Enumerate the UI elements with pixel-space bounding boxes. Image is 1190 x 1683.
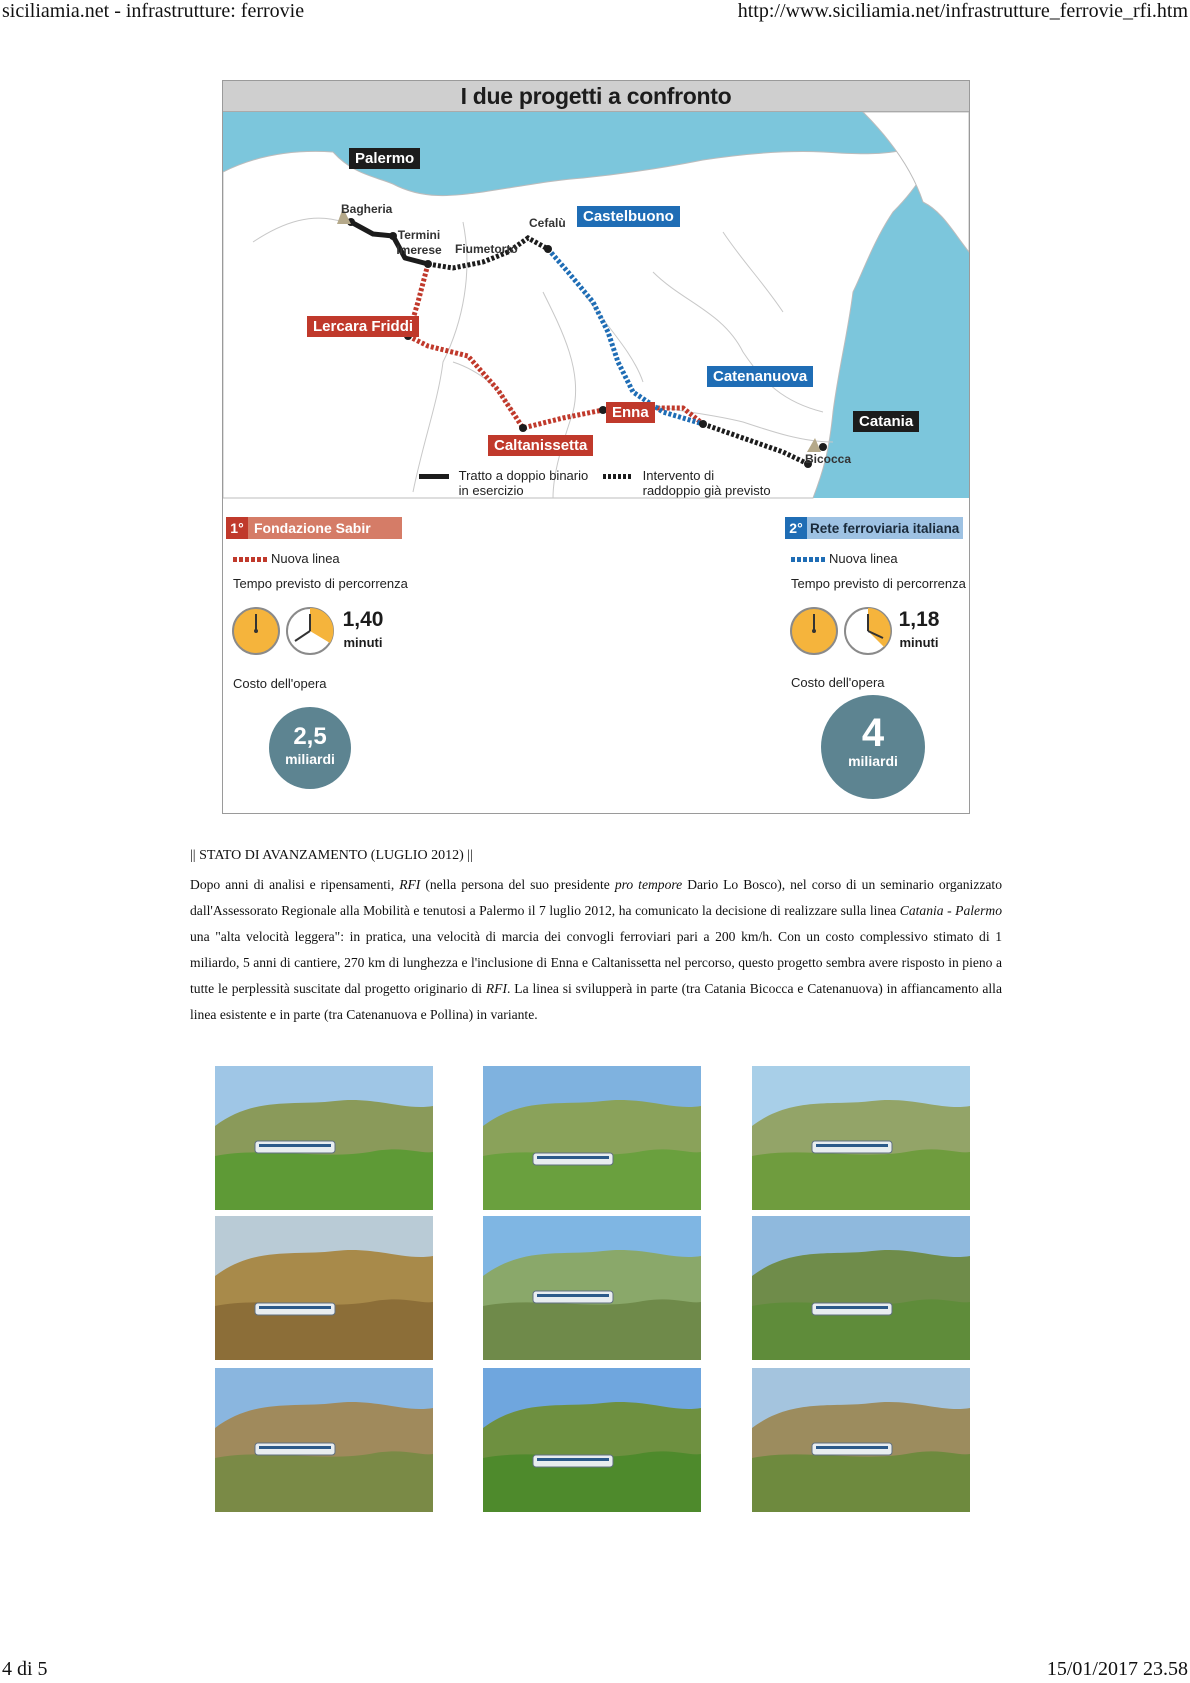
train-photo <box>752 1368 970 1512</box>
label-enna: Enna <box>606 402 655 423</box>
paragraph-italic: Catania - Palermo <box>899 903 1002 918</box>
clock-partial-icon <box>843 606 893 656</box>
project2-cost-unit: miliardi <box>848 753 898 769</box>
project1-name: Fondazione Sabir <box>254 520 371 536</box>
project1-line-legend <box>233 551 340 566</box>
project2-line-legend <box>791 551 898 566</box>
label-castelbuono: Castelbuono <box>577 206 680 227</box>
clock-icon <box>231 606 281 656</box>
article-paragraph <box>190 872 1002 1028</box>
legend-doubling <box>603 468 773 498</box>
project1-time-value: 1,40 <box>342 608 384 631</box>
section-title: || STATO DI AVANZAMENTO (LUGLIO 2012) || <box>190 848 473 863</box>
label-fiumetorto: Fiumetorto <box>455 242 518 256</box>
project1-cost-value: 2,5 <box>293 723 327 750</box>
page-footer-number: 4 di 5 <box>2 1658 48 1680</box>
project1-tag <box>226 517 402 539</box>
project2-cost-circle <box>821 695 925 799</box>
project2-cost-value: 4 <box>861 711 885 755</box>
clock-partial-icon <box>285 606 335 656</box>
train-photo <box>215 1216 433 1360</box>
legend-doubling-label: Intervento di raddoppio già previsto <box>642 468 771 498</box>
project2-tag <box>785 517 963 539</box>
infographic <box>222 80 970 814</box>
train-photo <box>215 1066 433 1210</box>
paragraph-italic: RFI <box>399 877 421 892</box>
paragraph-text: . La linea si svilupperà in parte (tra Catania Bicocca e Catenanuova) in affiancamento alla linea esistente e in parte (tra Catenanuova e Pollina) in variante. <box>190 981 1002 1022</box>
project2-line-swatch <box>791 557 825 562</box>
page-footer-timestamp: 15/01/2017 23.58 <box>1046 1658 1188 1680</box>
paragraph-text: Dopo anni di analisi e ripensamenti, <box>190 877 400 892</box>
project2-name: Rete ferroviaria italiana <box>810 521 960 536</box>
project1-line-label: Nuova linea <box>271 551 340 566</box>
label-lercara: Lercara Friddi <box>307 316 419 337</box>
train-photo <box>752 1066 970 1210</box>
paragraph-italic: pro tempore <box>614 877 683 892</box>
project1-line-swatch <box>233 557 267 562</box>
label-catania: Catania <box>853 411 919 432</box>
label-bagheria: Bagheria <box>341 202 393 216</box>
clock-icon <box>789 606 839 656</box>
page-header-url: http://www.siciliamia.net/infrastrutture_ferrovie_rfi.htm <box>737 0 1188 22</box>
project2-line-label: Nuova linea <box>829 551 898 566</box>
project2-time-label: Tempo previsto di percorrenza <box>791 576 966 591</box>
paragraph-text: (nella persona del suo presidente <box>420 877 615 892</box>
label-palermo: Palermo <box>349 148 420 169</box>
train-photo <box>483 1066 701 1210</box>
label-cefalu: Cefalù <box>529 216 566 230</box>
project1-cost-label: Costo dell'opera <box>233 676 327 691</box>
project1-time-unit: minuti <box>343 635 383 650</box>
paragraph-italic: RFI <box>485 981 508 996</box>
project1-number: 1° <box>226 517 248 539</box>
project2-time-unit: minuti <box>899 635 939 650</box>
train-photo <box>483 1368 701 1512</box>
project1-cost-unit: miliardi <box>285 751 335 767</box>
train-photo <box>483 1216 701 1360</box>
label-caltanissetta: Caltanissetta <box>488 435 593 456</box>
legend-dotted-swatch <box>603 474 633 479</box>
train-photo <box>215 1368 433 1512</box>
train-photo <box>752 1216 970 1360</box>
page-header-title: siciliamia.net - infrastrutture: ferrovie <box>2 0 305 22</box>
sicily-map <box>223 112 969 542</box>
legend-solid-swatch <box>419 474 449 479</box>
project1-time-label: Tempo previsto di percorrenza <box>233 576 408 591</box>
legend-double-track <box>419 468 589 498</box>
label-termini: Termini Imerese <box>396 228 442 257</box>
paragraph-text: una "alta velocità leggera": in pratica, una velocità di marcia dei convogli ferroviari pari a 200 km/h. Con un costo complessivo stimato di 1 miliardo, 5 anni di cantiere, 270 km di lunghezza e l'inclusione di Enna e Caltanissetta nel percorso, questo progetto sembra avere risposto in pieno a tutte le perplessità suscitate dal progetto originario di <box>190 929 1002 996</box>
project1-cost-circle <box>269 707 351 789</box>
infographic-title: I due progetti a confronto <box>460 83 732 109</box>
label-bicocca: Bicocca <box>805 452 852 466</box>
project2-cost-label: Costo dell'opera <box>791 675 885 690</box>
project2-number: 2° <box>785 517 807 539</box>
project2-time-value: 1,18 <box>898 608 940 631</box>
paragraph-text: Dario Lo Bosco), nel corso di un seminario organizzato dall'Assessorato Regionale alla Mobilità e tenutosi a Palermo il 7 luglio 2012, ha comunicato la decisione di realizzare sulla linea <box>190 877 1002 918</box>
legend-double-track-label: Tratto a doppio binario in esercizio <box>458 468 589 498</box>
label-catenanuova: Catenanuova <box>707 366 813 387</box>
